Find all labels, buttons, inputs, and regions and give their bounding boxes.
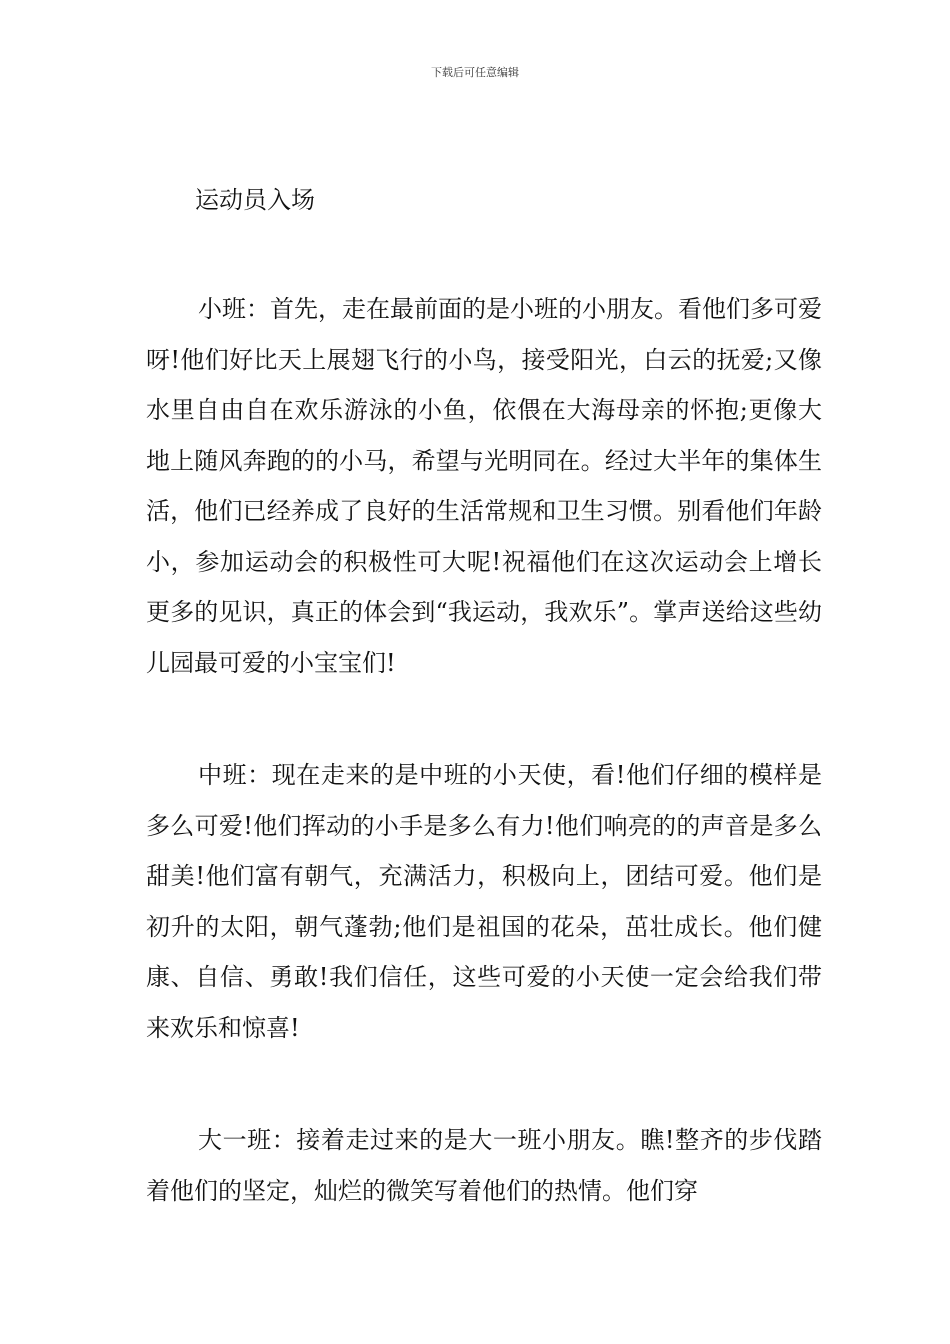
paragraph-senior-class-one: 大一班：接着走过来的是大一班小朋友。瞧!整齐的步伐踏着他们的坚定，灿烂的微笑写着他们的热情。他们穿 — [146, 1126, 822, 1205]
document-body — [146, 178, 822, 1216]
paragraph-small-class: 小班：首先，走在最前面的是小班的小朋友。看他们多可爱呀!他们好比天上展翅飞行的小鸟，接受阳光，白云的抚爱;又像水里自由自在欢乐游泳的小鱼，依偎在大海母亲的怀抱;更像大地上随风奔跑的的小马，希望与光明同在。经过大半年的集体生活，他们已经养成了良好的生活常规和卫生习惯。别看他们年龄小，参加运动会的积极性可大呢!祝福他们在这次运动会上增长更多的见识，真正的体会到“我运动，我欢乐”。掌声送给这些幼儿园最可爱的小宝宝们! — [146, 295, 822, 677]
section-title: 运动员入场 — [195, 186, 315, 214]
page-header: 下载后可任意编辑 — [431, 66, 519, 79]
paragraph-middle-class: 中班：现在走来的是中班的小天使，看!他们仔细的模样是多么可爱!他们挥动的小手是多么有力!他们响亮的的声音是多么甜美!他们富有朝气，充满活力，积极向上，团结可爱。他们是初升的太阳，朝气蓬勃;他们是祖国的花朵，茁壮成长。他们健康、自信、勇敢!我们信任，这些可爱的小天使一定会给我们带来欢乐和惊喜! — [146, 761, 822, 1042]
